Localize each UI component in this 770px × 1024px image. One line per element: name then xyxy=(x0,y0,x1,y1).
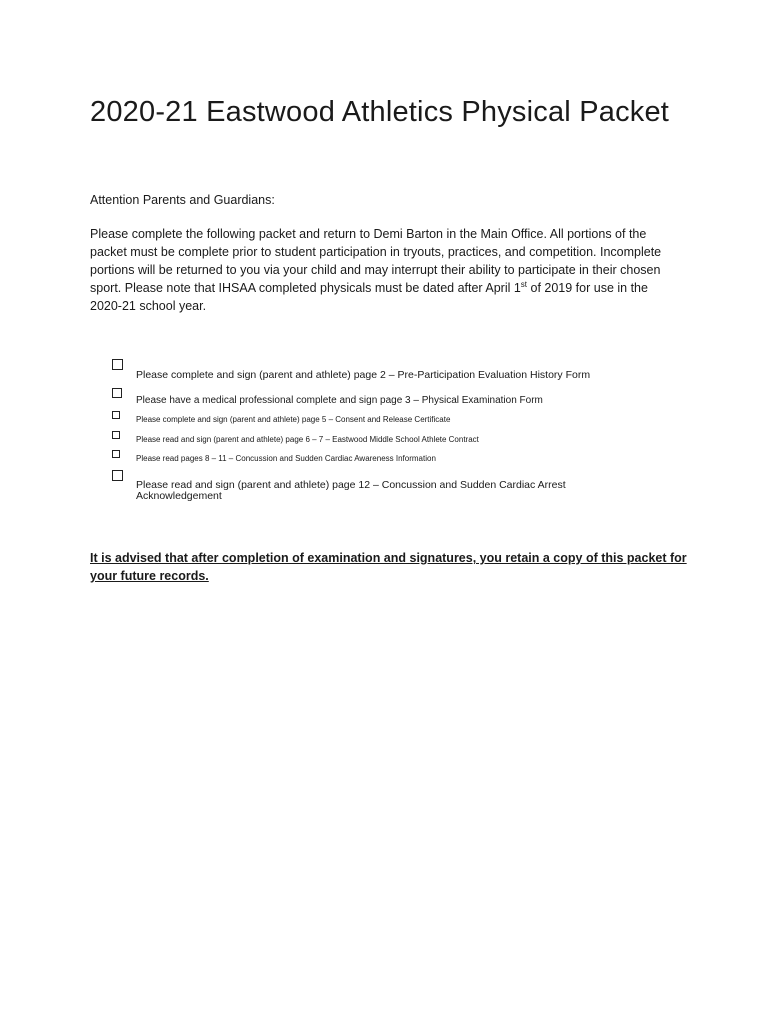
checklist-item-label: Please complete and sign (parent and athlete) page 2 – Pre-Participation Evaluation History Form xyxy=(136,369,591,381)
checklist-item-label: Please read pages 8 – 11 – Concussion and Sudden Cardiac Awareness Information xyxy=(136,454,436,463)
salutation: Attention Parents and Guardians: xyxy=(90,193,275,207)
checklist-item-label: Please read and sign (parent and athlete) page 12 – Concussion and Sudden Cardiac Arrest Acknowledgement xyxy=(136,479,566,503)
checkbox[interactable] xyxy=(112,359,123,370)
intro-superscript: st xyxy=(520,279,528,289)
intro-paragraph xyxy=(90,225,680,315)
intro-text-end: of 2019 for use in the 2020-21 school year. xyxy=(90,281,648,313)
checkbox[interactable] xyxy=(112,431,120,439)
checklist-item-label: Please have a medical professional complete and sign page 3 – Physical Examination Form xyxy=(136,395,543,406)
checkbox[interactable] xyxy=(112,470,123,481)
checkbox[interactable] xyxy=(112,411,120,419)
retain-copy-notice: It is advised that after completion of examination and signatures, you retain a copy of this packet for your future records. xyxy=(90,551,687,583)
checkbox[interactable] xyxy=(112,450,120,458)
checkbox[interactable] xyxy=(112,388,122,398)
checklist-item-label: Please complete and sign (parent and athlete) page 5 – Consent and Release Certificate xyxy=(136,415,451,424)
document-title: 2020-21 Eastwood Athletics Physical Packet xyxy=(90,96,670,128)
intro-text: Please complete the following packet and return to Demi Barton in the Main Office. All portions of the packet must be complete prior to student participation in tryouts, practices, and competition. Incomplete portions will be returned to you via your child and may interrupt their ability to participate in their chosen sport. Please note that IHSAA completed physicals must be dated after April 1 xyxy=(90,227,662,295)
checklist-item-label: Please read and sign (parent and athlete) page 6 – 7 – Eastwood Middle School Athlete Contract xyxy=(136,435,479,444)
